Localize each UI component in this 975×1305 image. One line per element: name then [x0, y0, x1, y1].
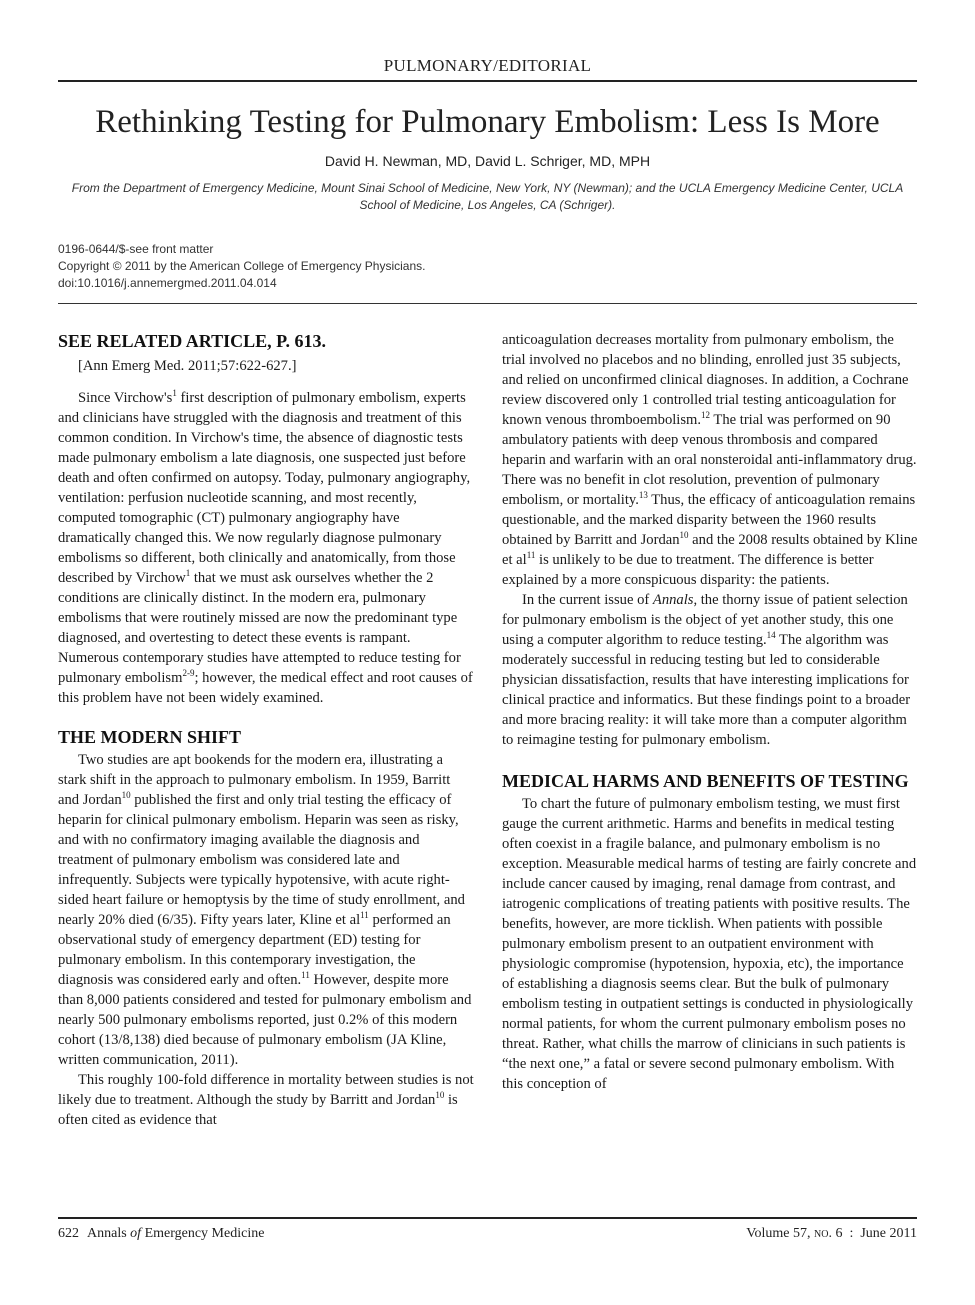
- text-run: Since Virchow's: [78, 390, 173, 406]
- reference-superscript: 2-9: [182, 668, 195, 679]
- reference-superscript: 10: [435, 1090, 445, 1101]
- citation-line: [Ann Emerg Med. 2011;57:622-627.]: [78, 358, 297, 374]
- text-run: The trial was performed on 90 ambulatory patients with deep venous thrombosis and compared heparin and warfarin with an oral nonsteroidal anti-inflammatory drug. There was no benefit in clot resolution, prevention of pulmonary embolism, or mortality.: [502, 412, 917, 508]
- section-header: PULMONARY/EDITORIAL: [383, 56, 592, 75]
- page-number: 622: [58, 1226, 79, 1241]
- section-heading-modern-shift: THE MODERN SHIFT: [58, 727, 242, 747]
- journal-name-of: of: [130, 1226, 142, 1241]
- reference-superscript: 11: [301, 970, 310, 981]
- text-run: is often cited as evidence that: [58, 1092, 458, 1128]
- reference-superscript: 10: [679, 530, 689, 541]
- issue-date: June 2011: [860, 1226, 917, 1241]
- footer-issue: [746, 1226, 917, 1242]
- reference-superscript: 12: [701, 410, 711, 421]
- reference-superscript: 1: [172, 388, 177, 399]
- paragraph: [502, 590, 918, 750]
- text-run: is unlikely to be due to treatment. The difference is better explained by a more conspicuous disparity: the patients.: [502, 552, 874, 588]
- top-rule: [58, 80, 917, 82]
- reference-superscript: 10: [121, 790, 131, 801]
- reference-superscript: 13: [638, 490, 648, 501]
- paragraph: To chart the future of pulmonary embolism testing, we must first gauge the current arithmetic. Harms and benefits in medical testing often coexist in a fragile balance, and pulmonary embolism is no exception. Measurable medical harms of testing are fairly concrete and include cancer caused by imaging, renal damage from contrast, and iatrogenic complications of treating patients with positive results. The benefits, however, are more ticklish. When patients with possible pulmonary embolism present to an outpatient environment with physiologic compromise (hypotension, hypoxia, etc), the importance of establishing a diagnosis seems clear. But the bulk of pulmonary embolism testing in outpatient settings is conducted in physiologically normal patients, for whom the current pulmonary embolism poses no threat. Rather, what chills the marrow of clinicians in such patients is “the next one,” a fatal or severe second pulmonary embolism. With this conception of: [502, 796, 917, 1092]
- text-run: This roughly 100-fold difference in mortality between studies is not likely due to treatment. Although the study by Barritt and Jordan: [58, 1072, 474, 1108]
- affiliation: From the Department of Emergency Medicine, Mount Sinai School of Medicine, New York, NY (Newman); and the UCLA Emergency Medicine Center, UCLA School of Medicine, Los Angeles, CA (Schriger).: [71, 181, 904, 212]
- text-run: and the 2008 results obtained by Kline et al: [502, 532, 918, 568]
- header-divider: [58, 303, 917, 304]
- front-matter-line: 0196-0644/$-see front matter: [58, 242, 214, 256]
- section-heading-harms-benefits: MEDICAL HARMS AND BENEFITS OF TESTING: [502, 771, 909, 791]
- text-run: that we must ask ourselves whether the 2 conditions are clinically distinct. In the modern era, pulmonary embolisms that were routinely missed are now the predominant type diagnosed, and overtesting to detect these events is rampant. Numerous contemporary studies have attempted to reduce testing for pulmonary embolism: [58, 570, 461, 686]
- text-run: ; however, the medical effect and root causes of this problem have not been widely examined.: [58, 670, 473, 706]
- reference-superscript: 11: [360, 910, 369, 921]
- copyright-line: Copyright © 2011 by the American College of Emergency Physicians.: [58, 259, 426, 273]
- text-run: performed an observational study of emergency department (ED) testing for pulmonary embolism. In this contemporary investigation, the diagnosis was considered early and often.: [58, 912, 451, 988]
- right-column: [502, 330, 918, 1094]
- text-run: anticoagulation decreases mortality from pulmonary embolism, the trial involved no placebos and no blinding, enrolled just 35 subjects, and relied on unconfirmed clinical diagnoses. In addition, a Cochrane review discovered only 1 controlled trial testing anticoagulation for known venous thromboembolism.: [502, 332, 909, 428]
- text-run: The algorithm was moderately successful in reducing testing but led to considerable physician dissatisfaction, results that have interesting implications for clinical practice and informatics. But these findings point to a broader and more bracing reality: it will take more than a computer algorithm to reimagine testing for pulmonary embolism.: [502, 632, 911, 748]
- left-column: [58, 330, 474, 1130]
- article-title: Rethinking Testing for Pulmonary Embolism: Less Is More: [95, 104, 880, 140]
- paragraph: [58, 1070, 474, 1130]
- paragraph: [58, 750, 474, 1070]
- article-meta: [58, 241, 658, 292]
- reference-superscript: 14: [766, 630, 776, 641]
- reference-superscript: 1: [185, 568, 191, 579]
- journal-name-rest: Emergency Medicine: [144, 1226, 265, 1241]
- journal-name-italic: Annals: [652, 592, 694, 608]
- text-run: published the first and only trial testing the efficacy of heparin for clinical pulmonary embolism. Heparin was seen as risky, and with no confirmatory imaging available the diagnosis and treatment of pulmonary embolism was considered late and infrequently. Subjects were typically hypotensive, with acute right-sided heart failure or hemoptysis by the time of study enrollment, and nearly 20% died (6/35). Fifty years later, Kline et al: [58, 792, 465, 928]
- reference-superscript: 11: [526, 550, 536, 561]
- text-run: Two studies are apt bookends for the modern era, illustrating a stark shift in the approach to pulmonary embolism. In 1959, Barritt and Jordan: [58, 752, 451, 808]
- paragraph: [502, 330, 918, 590]
- doi-line: doi:10.1016/j.annemergmed.2011.04.014: [58, 276, 277, 290]
- text-run: In the current issue of: [522, 592, 653, 608]
- text-run: first description of pulmonary embolism, experts and clinicians have struggled with the diagnosis and treatment of this common condition. In Virchow's time, the absence of diagnostic tests made pulmonary embolism a late diagnosis, one suspected just before death and often confirmed on autopsy. Today, pulmonary angiography, ventilation: perfusion nucleotide scanning, and most recently, computed tomographic (CT) pulmonary angiography have dramatically changed this. We now regularly diagnose pulmonary embolisms so different, both clinically and anatomically, from those described by Virchow: [58, 390, 471, 586]
- journal-name: Annals: [87, 1226, 127, 1241]
- issue-number: no. 6: [814, 1226, 843, 1241]
- paragraph: [58, 388, 474, 708]
- related-article-heading: SEE RELATED ARTICLE, P. 613.: [58, 331, 326, 351]
- text-run: , the thorny issue of patient selection for pulmonary embolism is the object of yet another study, this one using a computer algorithm to reduce testing.: [502, 592, 908, 648]
- volume: Volume 57,: [746, 1226, 811, 1241]
- footer-rule: [58, 1217, 917, 1219]
- text-run: However, despite more than 8,000 patients considered and tested for pulmonary embolism and nearly 500 pulmonary embolisms reported, just 0.2% of this modern cohort (13/8,138) died because of pulmonary embolism (JA Kline, written communication, 2011).: [58, 972, 472, 1068]
- footer-journal: [58, 1226, 264, 1242]
- footer-separator: :: [849, 1226, 854, 1241]
- text-run: Thus, the efficacy of anticoagulation remains questionable, and the marked disparity between the 1960 results obtained by Barritt and Jordan: [502, 492, 916, 548]
- author-line: David H. Newman, MD, David L. Schriger, MD, MPH: [324, 153, 651, 169]
